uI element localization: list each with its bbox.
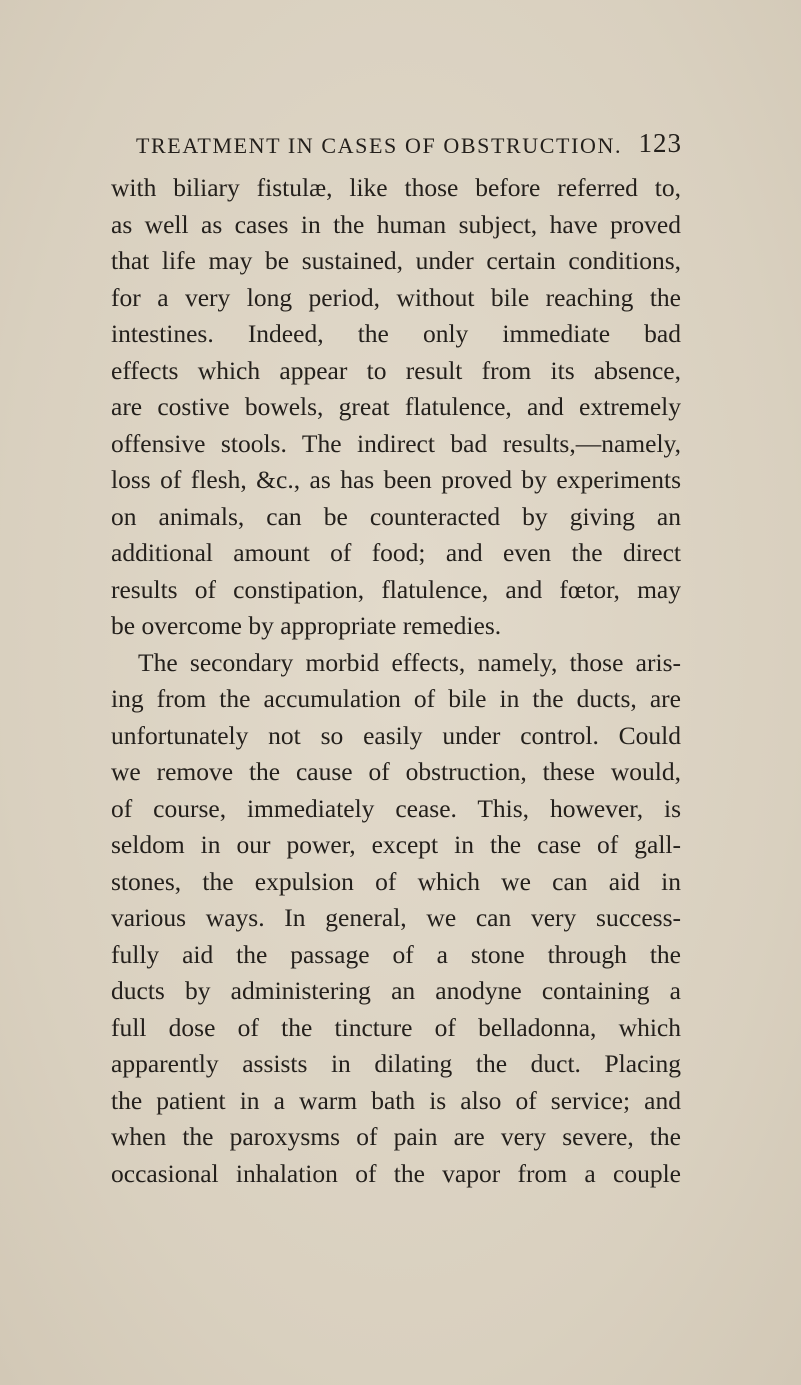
text-line: seldom in our power, except in the case of gall- bbox=[111, 830, 681, 859]
text-line: fully aid the passage of a stone through the bbox=[111, 939, 681, 969]
text-line: additional amount of food; and even the direct bbox=[111, 538, 681, 567]
text-line: apparently assists in dilating the duct. Placing bbox=[111, 1049, 681, 1078]
text-line: full dose of the tincture of belladonna, which bbox=[111, 1012, 681, 1042]
text-line: when the paroxysms of pain are very severe, the bbox=[111, 1122, 681, 1151]
text-line: effects which appear to result from its absence, bbox=[111, 355, 681, 385]
paragraph-start-line: The secondary morbid effects, namely, those aris- bbox=[138, 647, 681, 677]
body-text bbox=[111, 170, 681, 1192]
paragraph-end-line: be overcome by appropriate remedies. bbox=[111, 611, 502, 640]
text-line: on animals, can be counteracted by giving an bbox=[111, 501, 681, 531]
running-head bbox=[122, 128, 682, 165]
text-line: ducts by administering an anodyne containing a bbox=[111, 976, 681, 1005]
text-line: loss of flesh, &c., as has been proved by experiments bbox=[111, 465, 681, 494]
text-line: as well as cases in the human subject, have proved bbox=[111, 209, 681, 239]
text-line: results of constipation, flatulence, and fœtor, may bbox=[111, 574, 681, 604]
text-line: unfortunately not so easily under control. Could bbox=[111, 720, 681, 750]
text-line: we remove the cause of obstruction, these would, bbox=[111, 757, 681, 786]
text-line: with biliary fistulæ, like those before referred to, bbox=[111, 173, 681, 202]
text-line: for a very long period, without bile reaching the bbox=[111, 282, 681, 312]
text-line: stones, the expulsion of which we can aid in bbox=[111, 866, 681, 896]
text-line: offensive stools. The indirect bad results,—namely, bbox=[111, 428, 681, 458]
text-line: are costive bowels, great flatulence, and extremely bbox=[111, 392, 681, 421]
text-line: of course, immediately cease. This, however, is bbox=[111, 793, 681, 823]
text-line: the patient in a warm bath is also of service; and bbox=[111, 1085, 681, 1115]
text-line: intestines. Indeed, the only immediate bad bbox=[111, 319, 681, 348]
text-line: that life may be sustained, under certain conditions, bbox=[111, 246, 681, 275]
running-title: TREATMENT IN CASES OF OBSTRUCTION. bbox=[136, 133, 623, 158]
text-line: various ways. In general, we can very success- bbox=[111, 903, 681, 932]
text-line: occasional inhalation of the vapor from a couple bbox=[111, 1158, 681, 1188]
text-line: ing from the accumulation of bile in the ducts, are bbox=[111, 684, 681, 713]
page-number: 123 bbox=[638, 128, 682, 158]
